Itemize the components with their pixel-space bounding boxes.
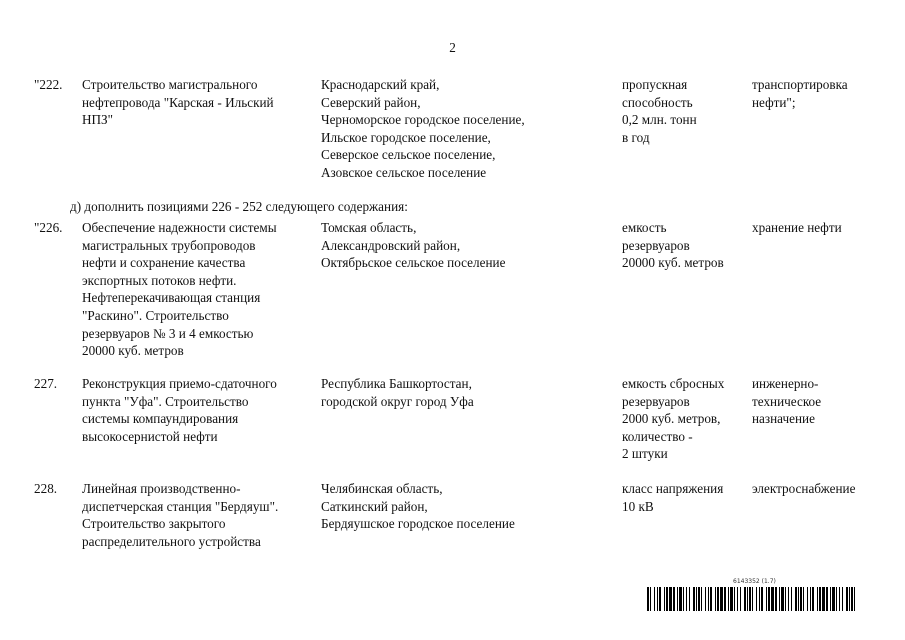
page-number: 2 — [449, 40, 456, 55]
object-characteristic: емкость резервуаров 20000 куб. метров — [622, 220, 724, 271]
object-purpose: электроснабжение — [752, 481, 856, 496]
object-characteristic: пропускная способность 0,2 млн. тонн в год — [622, 77, 697, 145]
object-location: Томская область, Александровский район, Октябрьское сельское поселение — [321, 220, 506, 271]
object-purpose: хранение нефти — [752, 220, 842, 235]
barcode-caption: 6143352 (1.7) — [733, 578, 776, 585]
object-characteristic: класс напряжения 10 кВ — [622, 481, 724, 514]
object-purpose: инженерно- техническое назначение — [752, 376, 822, 427]
object-location: Челябинская область, Саткинский район, Бердяушское городское поселение — [321, 481, 515, 532]
object-characteristic: емкость сбросных резервуаров 2000 куб. метров, количество - 2 штуки — [622, 376, 725, 462]
object-name: Строительство магистрального нефтепровода "Карская - Ильский НПЗ" — [82, 77, 274, 128]
barcode-icon — [647, 587, 857, 611]
object-name: Обеспечение надежности системы магистральных трубопроводов нефти и сохранение качества экспортных потоков нефти. Нефтеперекачивающая станция "Раскино". Строительство резервуаров № 3 и 4 емкостью 20000 куб. метров — [82, 220, 277, 359]
amendment-instruction: д) дополнить позициями 226 - 252 следующего содержания: — [70, 199, 408, 214]
position-number: 228. — [34, 481, 58, 496]
object-purpose: транспортировка нефти"; — [752, 77, 848, 110]
position-number: 227. — [34, 376, 58, 391]
document-barcode — [647, 578, 857, 612]
position-number: "222. — [34, 77, 63, 92]
object-location: Краснодарский край, Северский район, Черноморское городское поселение, Ильское городское поселение, Северское сельское поселение, Азовское сельское поселение — [321, 77, 525, 180]
object-name: Реконструкция приемо-сдаточного пункта "Уфа". Строительство системы компаундирования высокосернистой нефти — [82, 376, 277, 444]
object-location: Республика Башкортостан, городской округ город Уфа — [321, 376, 474, 409]
object-name: Линейная производственно- диспетчерская станция "Бердяуш". Строительство закрытого распределительного устройства — [82, 481, 279, 549]
position-number: "226. — [34, 220, 63, 235]
